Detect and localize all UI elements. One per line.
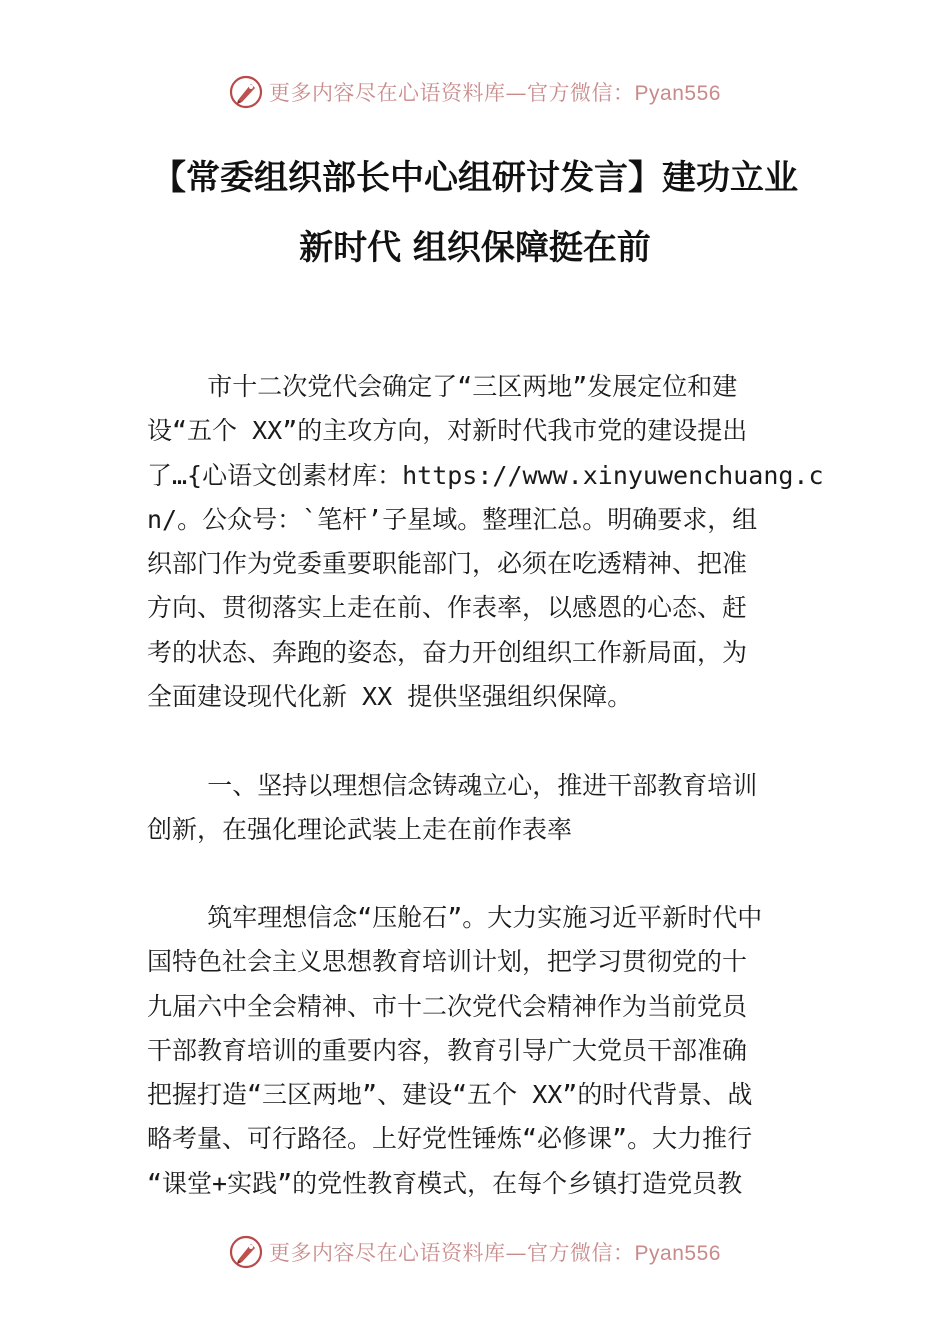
text-line: 九届六中全会精神、市十二次党代会精神作为当前党员 <box>147 991 748 1021</box>
text-line: n/。公众号：`笔杆’子星域。整理汇总。明确要求，组 <box>147 504 758 534</box>
header-watermark-banner <box>0 72 950 112</box>
text-line: 考的状态、奔跑的姿态，奋力开创组织工作新局面，为 <box>147 637 748 667</box>
text-line: 筑牢理想信念“压舱石”。大力实施习近平新时代中 <box>147 903 763 932</box>
banner-text <box>269 1237 721 1267</box>
footer-watermark-banner <box>0 1232 950 1272</box>
text-line: 设“五个 XX”的主攻方向，对新时代我市党的建设提出 <box>147 416 748 446</box>
text-line: “课堂+实践”的党性教育模式，在每个乡镇打造党员教 <box>147 1168 743 1198</box>
section-heading-1 <box>147 764 827 853</box>
paragraph-intro <box>147 365 827 719</box>
text-line: 全面建设现代化新 XX 提供坚强组织保障。 <box>147 682 633 712</box>
banner-wechat-id: Pyan556 <box>634 1242 721 1265</box>
text-line: 干部教育培训的重要内容，教育引导广大党员干部准确 <box>147 1035 748 1065</box>
text-line: 织部门作为党委重要职能部门，必须在吃透精神、把准 <box>147 549 748 579</box>
pen-nib-logo <box>229 75 263 109</box>
banner-wechat-id: Pyan556 <box>634 82 721 105</box>
text-line: 把握打造“三区两地”、建设“五个 XX”的时代背景、战 <box>147 1080 753 1110</box>
document-title-line-1: 【常委组织部长中心组研讨发言】建功立业 <box>152 158 798 198</box>
pen-nib-logo <box>229 1235 263 1269</box>
text-line: 方向、贯彻落实上走在前、作表率，以感恩的心态、赶 <box>147 593 748 623</box>
document-title-line-2: 新时代 组织保障挺在前 <box>299 228 651 268</box>
text-line: 国特色社会主义思想教育培训计划，把学习贯彻党的十 <box>147 947 748 977</box>
banner-main-text: 更多内容尽在心语资料库—官方微信： <box>269 1241 635 1265</box>
banner-text <box>269 77 721 107</box>
text-line: 创新，在强化理论武装上走在前作表率 <box>147 815 573 845</box>
text-line: 略考量、可行路径。上好党性锤炼“必修课”。大力推行 <box>147 1124 753 1154</box>
text-line: 市十二次党代会确定了“三区两地”发展定位和建 <box>147 372 738 401</box>
paragraph-body <box>147 896 827 1206</box>
text-line: 了…{心语文创素材库：https://www.xinyuwenchuang.c <box>147 460 824 490</box>
banner-main-text: 更多内容尽在心语资料库—官方微信： <box>269 81 635 105</box>
text-line: 一、坚持以理想信念铸魂立心，推进干部教育培训 <box>147 771 758 800</box>
